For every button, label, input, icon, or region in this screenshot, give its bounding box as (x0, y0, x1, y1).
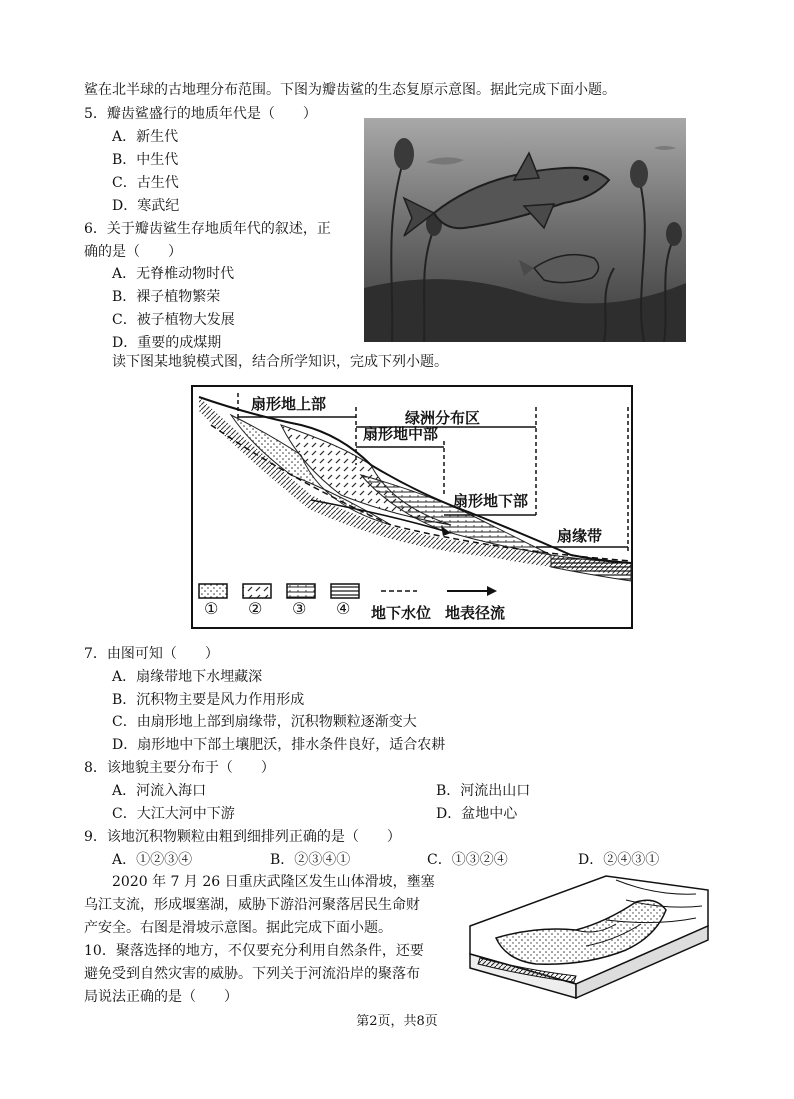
legend-water-table: 地下水位 (371, 604, 432, 622)
question-9-option-c: C．①③②④ (427, 852, 508, 868)
question-5-option-b: B．中生代 (112, 152, 179, 168)
landslide-diagram (466, 866, 712, 1000)
read-instruction: 读下图某地貌模式图，结合所学知识，完成下列小题。 (112, 354, 448, 370)
passage-line-1: 2020 年 7 月 26 日重庆武隆区发生山体滑坡，壅塞 (112, 874, 435, 890)
intro-text: 鲨在北半球的古地理分布范围。下图为瓣齿鲨的生态复原示意图。据此完成下面小题。 (84, 82, 616, 98)
page-footer: 第2页，共8页 (356, 1014, 438, 1029)
question-7-stem: 7．由图可知（ ） (84, 646, 219, 662)
question-9-option-a: A．①②③④ (112, 852, 193, 868)
question-8-option-c: C．大江大河中下游 (112, 806, 235, 822)
label-fan-middle: 扇形地中部 (363, 425, 439, 443)
question-5-option-c: C．古生代 (112, 175, 179, 191)
legend-4: ④ (336, 599, 351, 618)
question-6-stem-line1: 6．关于瓣齿鲨生存地质年代的叙述，正 (84, 221, 331, 237)
question-9-stem: 9．该地沉积物颗粒由粗到细排列正确的是（ ） (84, 829, 401, 845)
question-6-stem-line2: 确的是（ ） (84, 244, 182, 260)
label-fan-edge: 扇缘带 (557, 527, 603, 545)
question-7-option-b: B．沉积物主要是风力作用形成 (112, 692, 305, 708)
alluvial-fan-diagram (191, 385, 633, 629)
shark-illustration (364, 118, 686, 342)
legend-3: ③ (292, 599, 307, 618)
question-8-option-a: A．河流入海口 (112, 783, 207, 799)
question-8-option-d: D．盆地中心 (436, 806, 518, 822)
question-6-option-a: A．无脊椎动物时代 (112, 266, 235, 282)
question-6-option-b: B．裸子植物繁荣 (112, 289, 221, 305)
label-fan-lower: 扇形地下部 (453, 492, 529, 510)
question-7-option-a: A．扇缘带地下水埋藏深 (112, 669, 263, 685)
question-10-line-3: 局说法正确的是（ ） (84, 989, 238, 1005)
question-6-option-c: C．被子植物大发展 (112, 312, 235, 328)
question-7-option-d: D．扇形地中下部土壤肥沃，排水条件良好，适合农耕 (112, 737, 446, 753)
question-9-option-b: B．②③④① (270, 852, 351, 868)
passage-line-2: 乌江支流，形成堰塞湖，威胁下游沿河聚落居民生命财 (84, 897, 420, 913)
question-9-option-d: D．②④③① (578, 852, 660, 868)
question-8-option-b: B．河流出山口 (436, 783, 531, 799)
passage-line-3: 产安全。右图是滑坡示意图。据此完成下面小题。 (84, 920, 392, 936)
question-7-option-c: C．由扇形地上部到扇缘带，沉积物颗粒逐渐变大 (112, 714, 417, 730)
question-5-option-d: D．寒武纪 (112, 198, 180, 214)
question-8-stem: 8．该地貌主要分布于（ ） (84, 760, 275, 776)
legend-surface-runoff: 地表径流 (445, 604, 506, 622)
label-oasis-zone: 绿洲分布区 (405, 409, 481, 427)
label-fan-upper: 扇形地上部 (251, 395, 327, 413)
question-10-line-1: 10．聚落选择的地方，不仅要充分利用自然条件，还要 (84, 943, 424, 959)
legend-2: ② (248, 599, 263, 618)
question-10-line-2: 避免受到自然灾害的威胁。下列关于河流沿岸的聚落布 (84, 966, 420, 982)
question-5-option-a: A．新生代 (112, 129, 179, 145)
question-5-stem: 5．瓣齿鲨盛行的地质年代是（ ） (84, 106, 317, 122)
question-6-option-d: D．重要的成煤期 (112, 335, 222, 351)
legend-1: ① (204, 599, 219, 618)
